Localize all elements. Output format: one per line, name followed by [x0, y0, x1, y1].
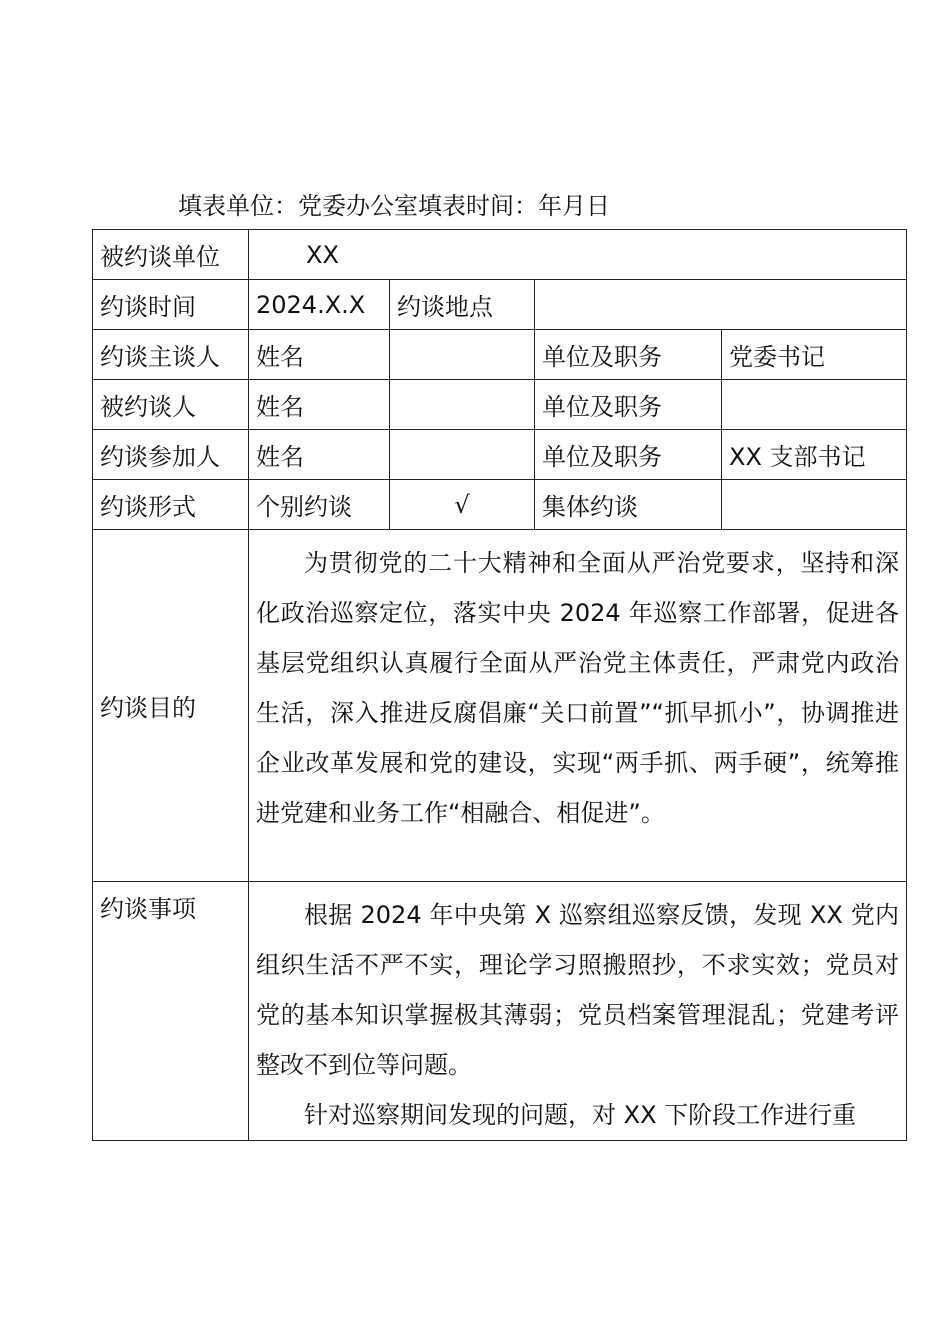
label-participant: 约谈参加人: [93, 430, 249, 480]
value-host-name: [390, 330, 535, 380]
label-interviewee: 被约谈人: [93, 380, 249, 430]
label-interview-matters: 约谈事项: [93, 882, 249, 1141]
row-interview-time: [93, 280, 907, 330]
value-participant-post: XX 支部书记: [722, 430, 907, 480]
row-interviewed-unit: [93, 230, 907, 280]
interview-record-table: [92, 229, 907, 1141]
value-group-interview: [722, 480, 907, 530]
cell-interview-purpose: [249, 530, 907, 882]
value-interviewed-unit: XX: [249, 230, 907, 280]
label-individual-interview: 个别约谈: [249, 480, 390, 530]
purpose-paragraph: 为贯彻党的二十大精神和全面从严治党要求，坚持和深化政治巡察定位，落实中央 2024 年巡察工作部署，促进各基层党组织认真履行全面从严治党主体责任，严肃党内政治生活，深入推进反腐倡廉“关口前置”“抓早抓小”，协调推进企业改革发展和党的建设，实现“两手抓、两手硬”，统筹推进党建和业务工作“相融合、相促进”。: [256, 549, 900, 827]
label-interview-form: 约谈形式: [93, 480, 249, 530]
label-interviewee-name: 姓名: [249, 380, 390, 430]
row-interview-purpose: [93, 530, 907, 882]
check-mark-individual: √: [390, 480, 535, 530]
form-header: 填表单位：党委办公室填表时间：年月日: [178, 192, 610, 220]
row-interviewee: [93, 380, 907, 430]
label-participant-name: 姓名: [249, 430, 390, 480]
matters-paragraph-1: 根据 2024 年中央第 X 巡察组巡察反馈，发现 XX 党内组织生活不严不实，理论学习照搬照抄，不求实效；党员对党的基本知识掌握极其薄弱；党员档案管理混乱；党建考评整改不到位等问题。: [256, 901, 900, 1079]
value-interview-time: 2024.X.X: [249, 280, 390, 330]
label-host: 约谈主谈人: [93, 330, 249, 380]
label-interview-time: 约谈时间: [93, 280, 249, 330]
value-interview-place: [535, 280, 907, 330]
row-participant: [93, 430, 907, 480]
label-interview-place: 约谈地点: [390, 280, 535, 330]
label-host-name: 姓名: [249, 330, 390, 380]
label-participant-post: 单位及职务: [535, 430, 722, 480]
value-interviewee-post: [722, 380, 907, 430]
value-interviewee-name: [390, 380, 535, 430]
label-interviewee-post: 单位及职务: [535, 380, 722, 430]
matters-paragraph-2: 针对巡察期间发现的问题，对 XX 下阶段工作进行重: [304, 1101, 857, 1129]
label-host-post: 单位及职务: [535, 330, 722, 380]
row-interview-matters: [93, 882, 907, 1141]
value-host-post: 党委书记: [722, 330, 907, 380]
row-interview-form: [93, 480, 907, 530]
row-host: [93, 330, 907, 380]
label-interview-purpose: 约谈目的: [93, 530, 249, 882]
label-interviewed-unit: 被约谈单位: [93, 230, 249, 280]
cell-interview-matters: [249, 882, 907, 1141]
label-group-interview: 集体约谈: [535, 480, 722, 530]
value-participant-name: [390, 430, 535, 480]
